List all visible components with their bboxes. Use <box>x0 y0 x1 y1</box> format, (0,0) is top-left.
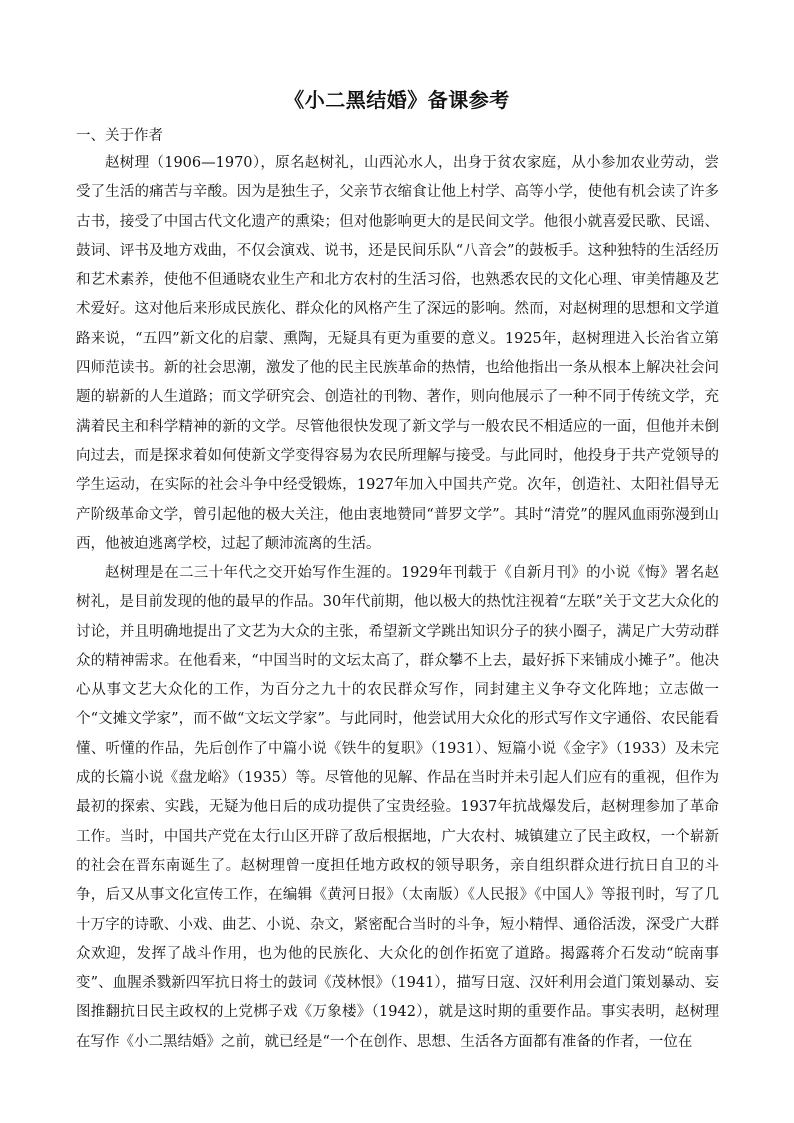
document-title: 《小二黑结婚》备课参考 <box>284 88 510 112</box>
body-paragraph: 赵树理（1906—1970），原名赵树礼，山西沁水人，出身于贫农家庭，从小参加农业劳动，尝受了生活的痛苦与辛酸。因为是独生子，父亲节衣缩食让他上村学、高等小学，使他有机会读了许多古书，接受了中国古代文化遗产的熏染；但对他影响更大的是民间文学。他很小就喜爱民歌、民谣、鼓词、评书及地方戏曲，不仅会演戏、说书，还是民间乐队“八音会”的鼓板手。这种独特的生活经历和艺术素养，使他不但通晓农业生产和北方农村的生活习俗，也熟悉农民的文化心理、审美情趣及艺术爱好。这对他后来形成民族化、群众化的风格产生了深远的影响。然而，对赵树理的思想和文学道路来说，“五四”新文化的启蒙、熏陶，无疑具有更为重要的意义。1925年，赵树理进入长治省立第四师范读书。新的社会思潮，激发了他的民主民族革命的热情，也给他指出一条从根本上解决社会问题的崭新的人生道路；而文学研究会、创造社的刊物、著作，则向他展示了一种不同于传统文学，充满着民主和科学精神的新的文学。尽管他很快发现了新文学与一般农民不相适应的一面，但他并未倒向过去，而是探求着如何使新文学变得容易为农民所理解与接受。与此同时，他投身于共产党领导的学生运动，在实际的社会斗争中经受锻炼，1927年加入中国共产党。次年，创造社、太阳社倡导无产阶级革命文学，曾引起他的极大关注，他由衷地赞同“普罗文学”。其时“清党”的腥风血雨弥漫到山西，他被迫逃离学校，过起了颠沛流离的生活。 <box>76 155 719 552</box>
body-paragraph: 赵树理是在二三十年代之交开始写作生涯的。1929年刊载于《自新月刊》的小说《悔》署名赵树礼，是目前发现的他的最早的作品。30年代前期，他以极大的热忱注视着“左联”关于文艺大众化的讨论，并且明确地提出了文艺为大众的主张，希望新文学跳出知识分子的狭小圈子，满足广大劳动群众的精神需求。在他看来，“中国当时的文坛太高了，群众攀不上去，最好拆下来铺成小摊子”。他决心从事文艺大众化的工作，为百分之九十的农民群众写作，同封建主义争夺文化阵地；立志做一个“文摊文学家”，而不做“文坛文学家”。与此同时，他尝试用大众化的形式写作文字通俗、农民能看懂、听懂的作品，先后创作了中篇小说《铁牛的复职》（1931）、短篇小说《金字》（1933）及未完成的长篇小说《盘龙峪》（1935）等。尽管他的见解、作品在当时并未引起人们应有的重视，但作为最初的探索、实践，无疑为他日后的成功提供了宝贵经验。1937年抗战爆发后，赵树理参加了革命工作。当时，中国共产党在太行山区开辟了敌后根据地，广大农村、城镇建立了民主政权，一个崭新的社会在晋东南诞生了。赵树理曾一度担任地方政权的领导职务，亲自组织群众进行抗日自卫的斗争，后又从事文化宣传工作，在编辑《黄河日报》（太南版）《人民报》《中国人》等报刊时，写了几十万字的诗歌、小戏、曲艺、小说、杂文，紧密配合当时的斗争，短小精悍、通俗活泼，深受广大群众欢迎，发挥了战斗作用，也为他的民族化、大众化的创作拓宽了道路。揭露蒋介石发动“皖南事变”、血腥杀戮新四军抗日将士的鼓词《茂林恨》（1941），描写日寇、汉奸利用会道门策划暴动、妄图推翻抗日民主政权的上党梆子戏《万象楼》（1942），就是这时期的重要作品。事实表明，赵树理在写作《小二黑结婚》之前，就已经是“一个在创作、思想、生活各方面都有准备的作者，一位在 <box>76 565 719 1050</box>
section-heading: 一、关于作者 <box>76 128 163 144</box>
